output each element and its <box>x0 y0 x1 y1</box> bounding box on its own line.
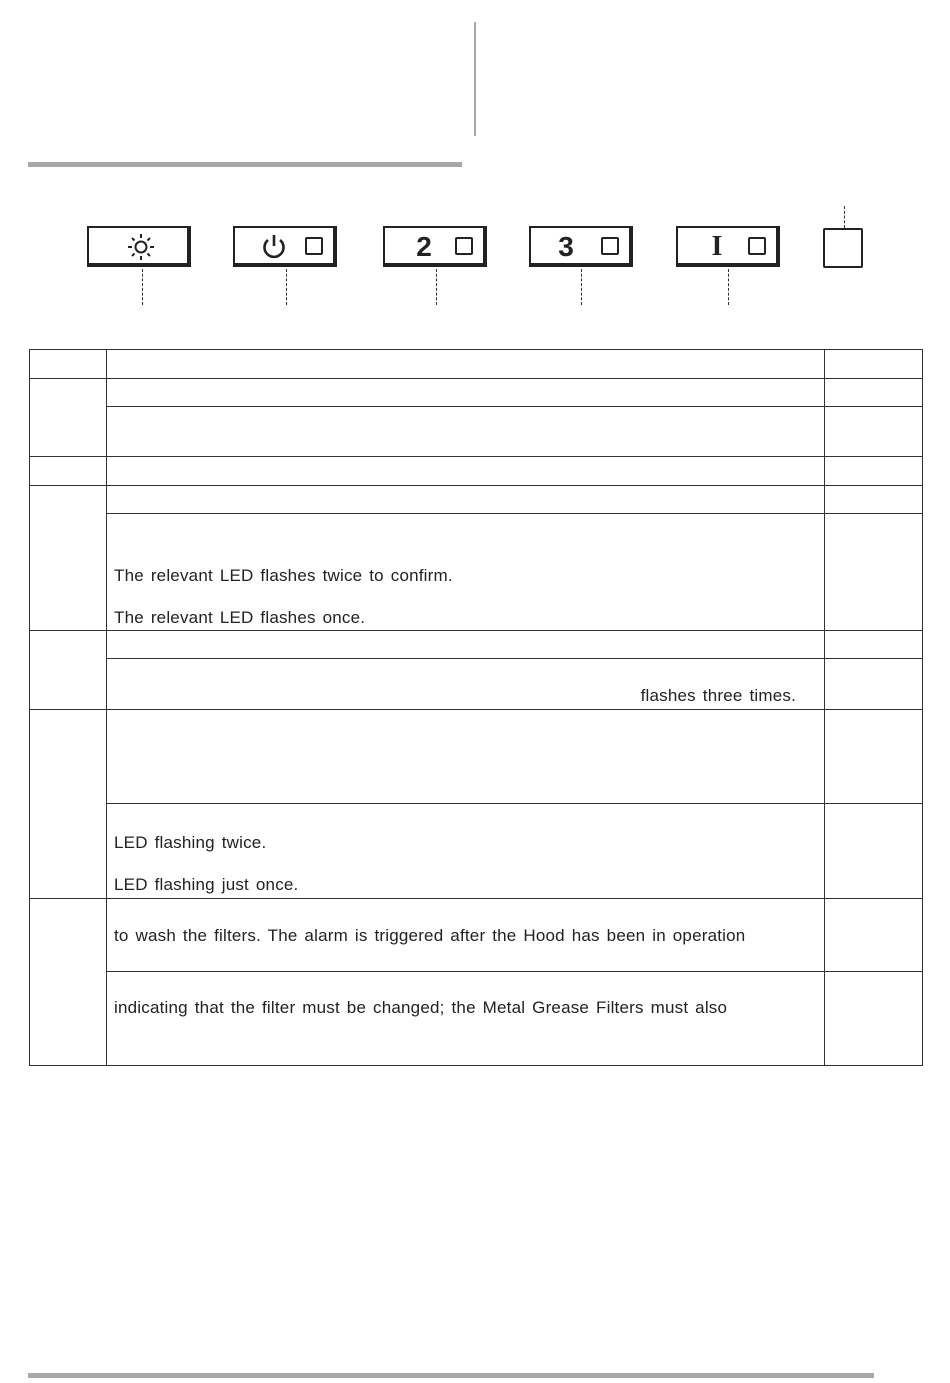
led-indicator <box>823 228 863 268</box>
table-row <box>30 659 923 710</box>
speed-2-label: 2 <box>416 231 432 262</box>
intensive-label: I <box>711 231 723 262</box>
footer-rule <box>28 1373 874 1378</box>
table-row <box>30 457 923 486</box>
table-cell <box>107 486 825 514</box>
table-cell <box>825 457 923 486</box>
table-cell <box>107 407 825 457</box>
table-cell <box>825 407 923 457</box>
table-header-row <box>30 350 923 379</box>
table-cell <box>825 972 923 1066</box>
cell-text: The relevant LED flashes once. <box>114 608 366 627</box>
table-row <box>30 486 923 514</box>
table-cell <box>107 379 825 407</box>
leader-line <box>436 269 437 305</box>
leader-line <box>142 269 143 305</box>
intensive-button[interactable] <box>676 226 780 267</box>
leader-line <box>286 269 287 305</box>
leader-line <box>844 206 845 228</box>
light-button[interactable] <box>87 226 191 267</box>
power-led <box>305 237 323 255</box>
intensive-led <box>748 237 766 255</box>
table-cell <box>825 486 923 514</box>
table-cell <box>107 350 825 379</box>
power-button[interactable] <box>233 226 337 267</box>
table-cell <box>825 899 923 972</box>
sun-icon <box>126 232 156 262</box>
table-cell <box>107 804 825 899</box>
cell-text: flashes three times. <box>640 686 796 705</box>
table-row <box>30 804 923 899</box>
power-icon <box>259 232 289 262</box>
speed-2-button[interactable] <box>383 226 487 267</box>
table-row <box>30 972 923 1066</box>
table-cell <box>107 899 825 972</box>
table-row <box>30 899 923 972</box>
table-row <box>30 379 923 407</box>
table-cell <box>107 972 825 1066</box>
table-cell <box>30 710 107 899</box>
column-divider <box>474 22 476 136</box>
controls-table <box>29 349 923 1066</box>
speed-3-label: 3 <box>558 231 574 262</box>
table-row <box>30 407 923 457</box>
cell-text: The relevant LED flashes twice to confirm. <box>114 566 453 585</box>
table-cell <box>30 379 107 457</box>
table-cell <box>825 350 923 379</box>
cell-text: LED flashing twice. <box>114 833 267 852</box>
table-cell <box>30 631 107 710</box>
table-cell <box>825 659 923 710</box>
table-cell <box>30 899 107 1066</box>
table-cell <box>825 379 923 407</box>
table-cell <box>30 486 107 631</box>
table-cell <box>107 457 825 486</box>
table-cell <box>107 710 825 804</box>
table-cell <box>825 514 923 631</box>
speed-3-led <box>601 237 619 255</box>
table-row <box>30 631 923 659</box>
table-cell <box>107 631 825 659</box>
table-cell <box>825 710 923 804</box>
table-cell <box>825 804 923 899</box>
speed-3-button[interactable] <box>529 226 633 267</box>
table-row <box>30 710 923 804</box>
cell-text: to wash the filters. The alarm is triggered after the Hood has been in operation <box>114 926 746 945</box>
section-rule <box>28 162 462 167</box>
leader-line <box>581 269 582 305</box>
cell-text: LED flashing just once. <box>114 875 299 894</box>
table-cell <box>30 457 107 486</box>
table-cell <box>107 514 825 631</box>
table-cell <box>30 350 107 379</box>
table-cell <box>107 659 825 710</box>
cell-text: indicating that the filter must be changed; the Metal Grease Filters must also <box>114 998 728 1017</box>
table-cell <box>825 631 923 659</box>
leader-line <box>728 269 729 305</box>
speed-2-led <box>455 237 473 255</box>
table-row <box>30 514 923 631</box>
